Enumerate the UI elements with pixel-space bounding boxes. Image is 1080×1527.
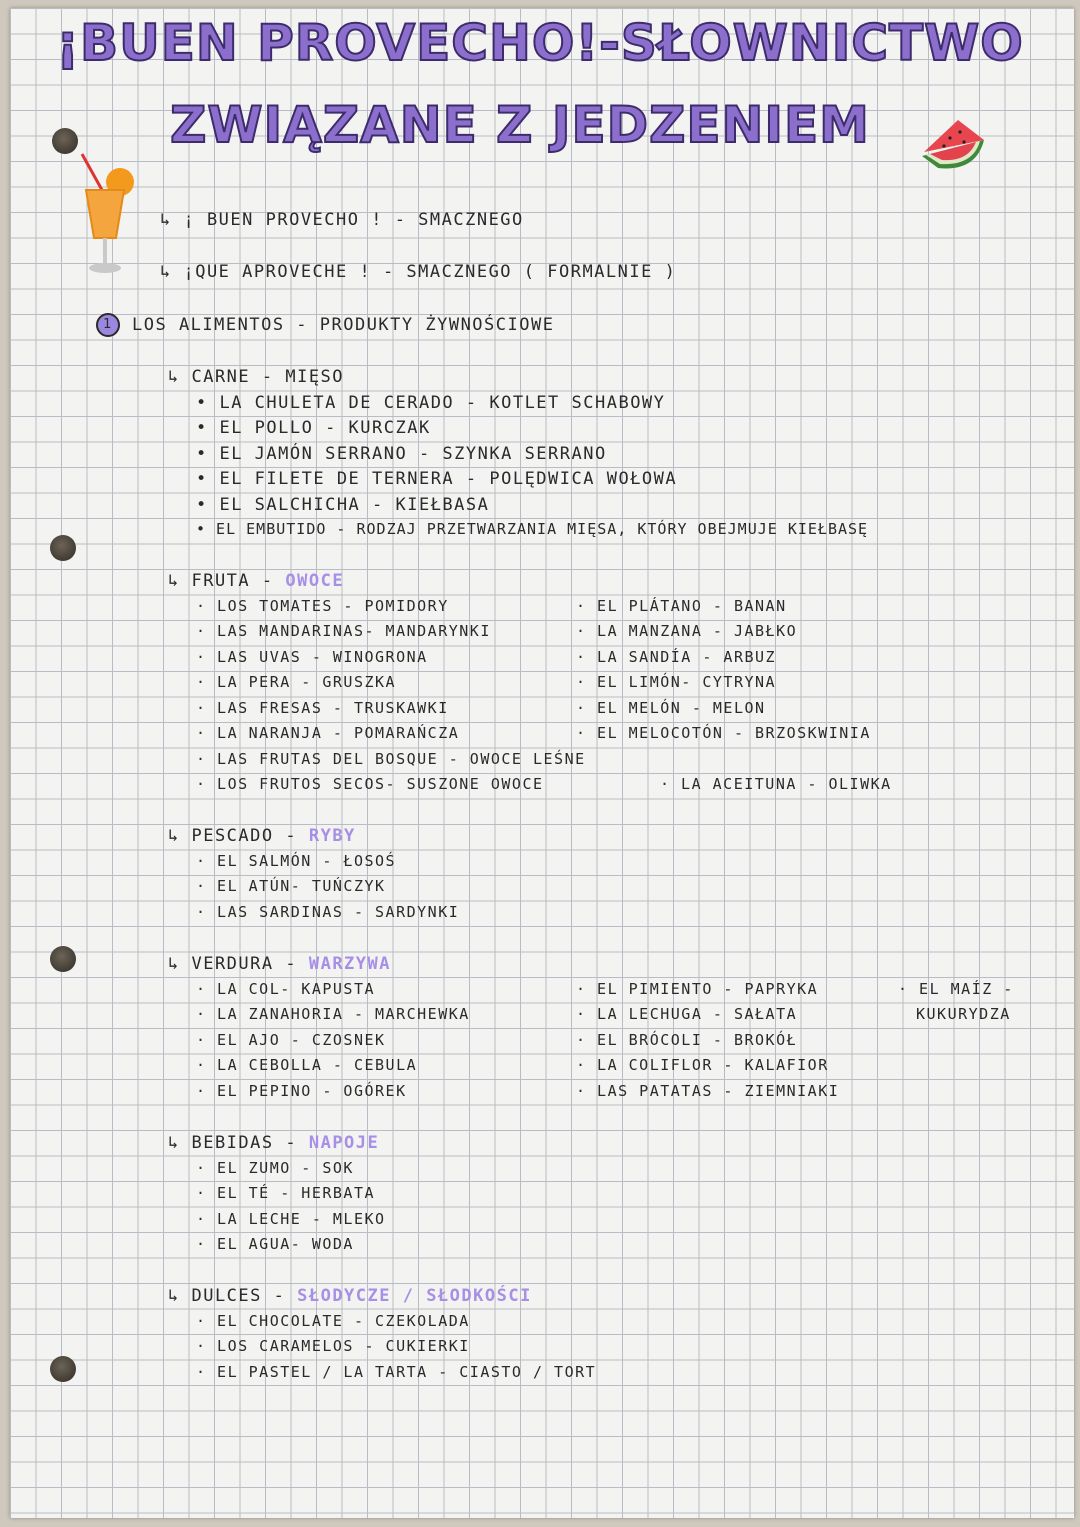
list-item: · LAS SARDINAS - SARDYNKI xyxy=(196,903,460,921)
list-item: · LA NARANJA - POMARAŃCZA xyxy=(196,724,460,742)
list-item: · EL MELÓN - MELON xyxy=(576,699,766,717)
category-heading-fruta xyxy=(168,571,344,591)
category-heading-verdura xyxy=(168,954,391,974)
list-item: • EL EMBUTIDO - RODZAJ PRZETWARZANIA MIĘSA, KTÓRY OBEJMUJE KIEŁBASĘ xyxy=(196,520,869,538)
page-title-line1: ¡BUEN PROVECHO!-SŁOWNICTWO xyxy=(56,14,1024,72)
list-item: · LOS FRUTOS SECOS- SUSZONE OWOCE xyxy=(196,775,544,793)
list-item: • LA CHULETA DE CERADO - KOTLET SCHABOWY xyxy=(196,393,666,413)
list-item: · EL CHOCOLATE - CZEKOLADA xyxy=(196,1312,470,1330)
list-item: · EL ZUMO - SOK xyxy=(196,1159,354,1177)
list-item: · LA MANZANA - JABŁKO xyxy=(576,622,798,640)
category-label-pl: RYBY xyxy=(308,826,356,846)
list-item: · LA LECHE - MLEKO xyxy=(196,1210,386,1228)
phrase-item: ↳ ¡QUE APROVECHE ! - SMACZNEGO ( FORMALNIE ) xyxy=(160,262,677,282)
list-item: · LA COLIFLOR - KALAFIOR xyxy=(576,1056,829,1074)
list-item: • EL JAMÓN SERRANO - SZYNKA SERRANO xyxy=(196,444,607,464)
list-item: · LAS FRUTAS DEL BOSQUE - OWOCE LEŚNE xyxy=(196,750,586,768)
category-heading-dulces xyxy=(168,1286,532,1306)
list-item: • EL FILETE DE TERNERA - POLĘDWICA WOŁOWA xyxy=(196,469,678,489)
list-item: · EL PASTEL / LA TARTA - CIASTO / TORT xyxy=(196,1363,597,1381)
category-label-pl: OWOCE xyxy=(285,571,345,591)
list-item: · LAS MANDARINAS- MANDARYNKI xyxy=(196,622,491,640)
list-item: · EL PIMIENTO - PAPRYKA xyxy=(576,980,819,998)
section-title: LOS ALIMENTOS - PRODUKTY ŻYWNOŚCIOWE xyxy=(132,315,555,335)
list-item: · EL LIMÓN- CYTRYNA xyxy=(576,673,777,691)
category-label-pl: NAPOJE xyxy=(308,1133,380,1153)
category-label: ↳ VERDURA - xyxy=(168,954,298,974)
watermelon-icon xyxy=(918,112,994,172)
list-item: · LAS UVAS - WINOGRONA xyxy=(196,648,428,666)
category-label: ↳ BEBIDAS - xyxy=(168,1133,298,1153)
section-number-badge: 1 xyxy=(96,313,120,337)
list-item: · EL BRÓCOLI - BROKÓŁ xyxy=(576,1031,798,1049)
list-item: · EL TÉ - HERBATA xyxy=(196,1184,376,1202)
list-item: · LA CEBOLLA - CEBULA xyxy=(196,1056,418,1074)
category-label-pl: WARZYWA xyxy=(308,954,391,974)
binder-hole xyxy=(50,535,76,561)
list-item: · LA ACEITUNA - OLIWKA xyxy=(660,775,892,793)
list-item: · EL MAÍZ - xyxy=(898,980,1014,998)
juice-glass-icon xyxy=(72,150,142,280)
list-item: · LA PERA - GRUSZKA xyxy=(196,673,397,691)
category-heading-carne: ↳ CARNE - MIĘSO xyxy=(168,367,345,387)
list-item: · LAS FRESAS - TRUSKAWKI xyxy=(196,699,449,717)
category-label: ↳ DULCES - xyxy=(168,1286,286,1306)
phrase-item: ↳ ¡ BUEN PROVECHO ! - SMACZNEGO xyxy=(160,210,524,230)
list-item: · EL ATÚN- TUŃCZYK xyxy=(196,877,386,895)
binder-hole xyxy=(50,946,76,972)
list-item: · EL AJO - CZOSNEK xyxy=(196,1031,386,1049)
list-item: · LAS PATATAS - ZIEMNIAKI xyxy=(576,1082,840,1100)
category-heading-bebidas xyxy=(168,1133,379,1153)
category-label: ↳ FRUTA - xyxy=(168,571,274,591)
section-heading xyxy=(96,313,554,337)
page-title-line2: ZWIĄZANE Z JEDZENIEM xyxy=(170,96,870,154)
list-item: KUKURYDZA xyxy=(916,1005,1011,1023)
list-item: · EL SALMÓN - ŁOSOŚ xyxy=(196,852,397,870)
list-item: • EL SALCHICHA - KIEŁBASA xyxy=(196,495,490,515)
list-item: · LA LECHUGA - SAŁATA xyxy=(576,1005,798,1023)
category-label-pl: SŁODYCZE / SŁODKOŚCI xyxy=(297,1286,532,1306)
list-item: · EL PEPINO - OGÓREK xyxy=(196,1082,407,1100)
list-item: · EL MELOCOTÓN - BRZOSKWINIA xyxy=(576,724,871,742)
list-item: · LOS CARAMELOS - CUKIERKI xyxy=(196,1337,470,1355)
list-item: • EL POLLO - KURCZAK xyxy=(196,418,431,438)
list-item: · EL PLÁTANO - BANAN xyxy=(576,597,787,615)
category-heading-pescado xyxy=(168,826,356,846)
category-label: ↳ PESCADO - xyxy=(168,826,298,846)
list-item: · LA COL- KAPUSTA xyxy=(196,980,376,998)
list-item: · LA SANDÍA - ARBUZ xyxy=(576,648,777,666)
list-item: · LA ZANAHORIA - MARCHEWKA xyxy=(196,1005,470,1023)
list-item: · EL AGUA- WODA xyxy=(196,1235,354,1253)
list-item: · LOS TOMATES - POMIDORY xyxy=(196,597,449,615)
binder-hole xyxy=(50,1356,76,1382)
